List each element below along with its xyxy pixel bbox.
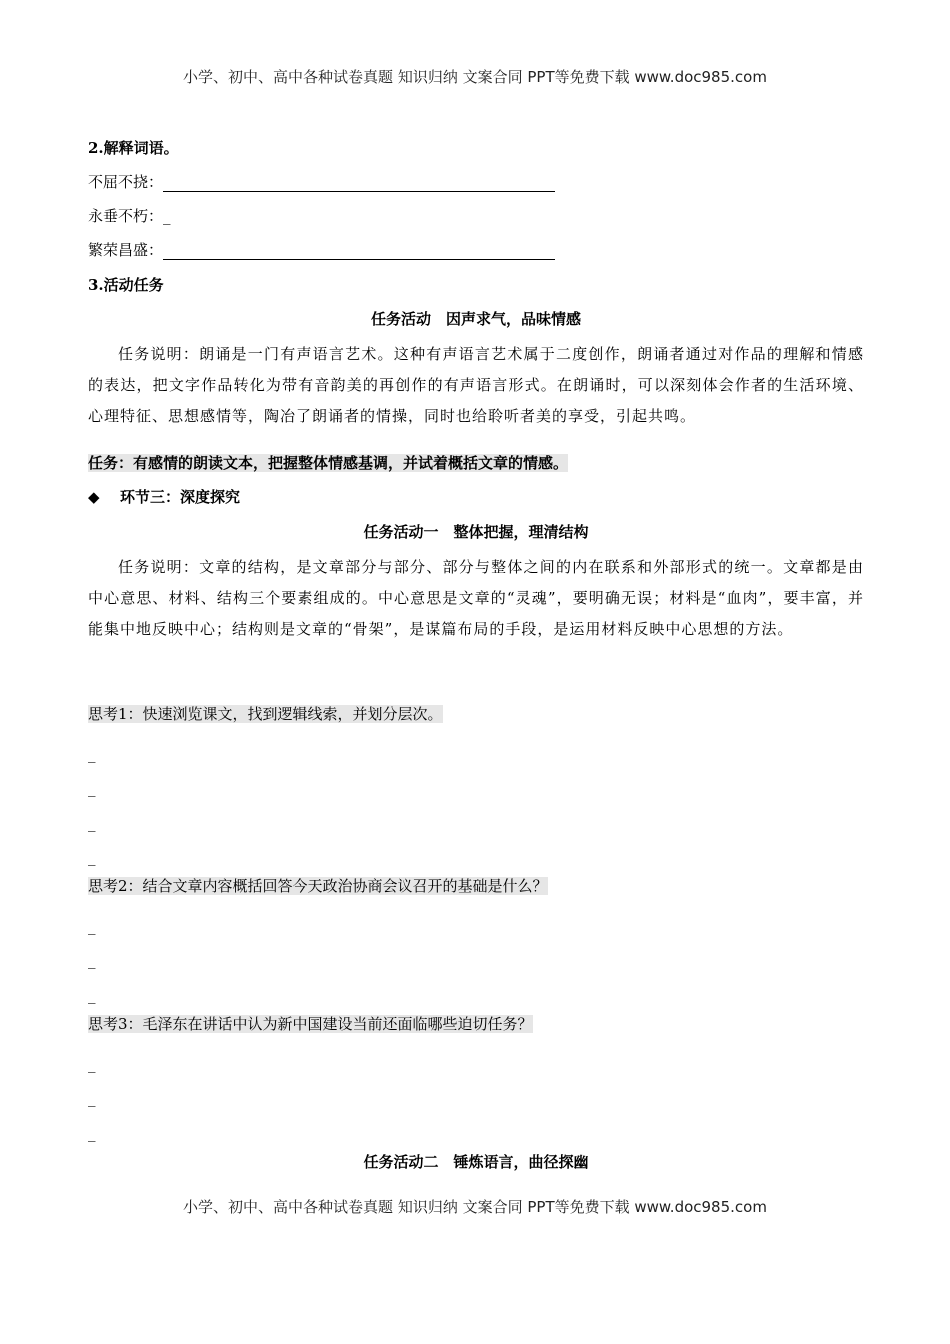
stage3-heading: [88, 487, 240, 507]
answer-line[interactable]: _: [88, 1089, 96, 1107]
task-statement-text: 任务：有感情的朗读文本，把握整体情感基调，并试着概括文章的情感。: [88, 454, 569, 472]
section2-title: 2.解释词语。: [88, 139, 179, 157]
answer-line[interactable]: _: [88, 951, 96, 969]
term-row-1: [88, 172, 555, 192]
term-label: 不屈不挠：: [88, 173, 164, 191]
page-header: 小学、初中、高中各种试卷真题 知识归纳 文案合同 PPT等免费下载 www.doc985.com: [183, 68, 767, 86]
answer-line[interactable]: _: [88, 779, 96, 797]
question-text: 思考1：快速浏览课文，找到逻辑线索，并划分层次。: [88, 705, 443, 723]
term-answer-blank[interactable]: _: [163, 207, 171, 225]
term-label: 永垂不朽：: [88, 207, 164, 225]
question-1: [88, 704, 443, 724]
answer-line[interactable]: _: [88, 814, 96, 832]
question-text: 思考2：结合文章内容概括回答今天政治协商会议召开的基础是什么？: [88, 877, 548, 895]
question-2: [88, 876, 548, 896]
question-3: [88, 1014, 533, 1034]
activity1-title: 任务活动一 整体把握，理清结构: [363, 523, 589, 541]
answer-line[interactable]: _: [88, 745, 96, 763]
task-description: 任务说明：朗诵是一门有声语言艺术。这种有声语言艺术属于二度创作，朗诵者通过对作品的理解和情感的表达，把文字作品转化为带有音韵美的再创作的有声语言形式。在朗诵时，可以深刻体会作者的生活环境、心理特征、思想感情等，陶冶了朗诵者的情操，同时也给聆听者美的享受，引起共鸣。: [88, 345, 864, 425]
activity-title: 任务活动 因声求气，品味情感: [370, 310, 581, 328]
activity2-title: 任务活动二 锤炼语言，曲径探幽: [363, 1153, 589, 1171]
answer-line[interactable]: _: [88, 917, 96, 935]
section3-title: 3.活动任务: [88, 276, 164, 294]
stage3-title: 环节三：深度探究: [120, 488, 241, 506]
activity1-description: 任务说明：文章的结构，是文章部分与部分、部分与整体之间的内在联系和外部形式的统一。文章都是由中心意思、材料、结构三个要素组成的。中心意思是文章的“灵魂”，要明确无误；材料是“血肉”，要丰富，并能集中地反映中心；结构则是文章的“骨架”，是谋篇布局的手段，是运用材料反映中心思想的方法。: [88, 558, 864, 638]
answer-line[interactable]: _: [88, 1124, 96, 1142]
question-text: 思考3：毛泽东在讲话中认为新中国建设当前还面临哪些迫切任务？: [88, 1015, 533, 1033]
term-row-2: [88, 206, 171, 226]
answer-line[interactable]: _: [88, 848, 96, 866]
page-footer: 小学、初中、高中各种试卷真题 知识归纳 文案合同 PPT等免费下载 www.doc985.com: [183, 1198, 767, 1216]
task-statement: [88, 453, 568, 473]
term-answer-blank[interactable]: [163, 176, 555, 192]
term-row-3: [88, 240, 555, 260]
diamond-bullet-icon: ◆: [88, 488, 100, 506]
term-answer-blank[interactable]: [163, 244, 555, 260]
answer-line[interactable]: _: [88, 1055, 96, 1073]
term-label: 繁荣昌盛：: [88, 241, 164, 259]
answer-line[interactable]: _: [88, 986, 96, 1004]
